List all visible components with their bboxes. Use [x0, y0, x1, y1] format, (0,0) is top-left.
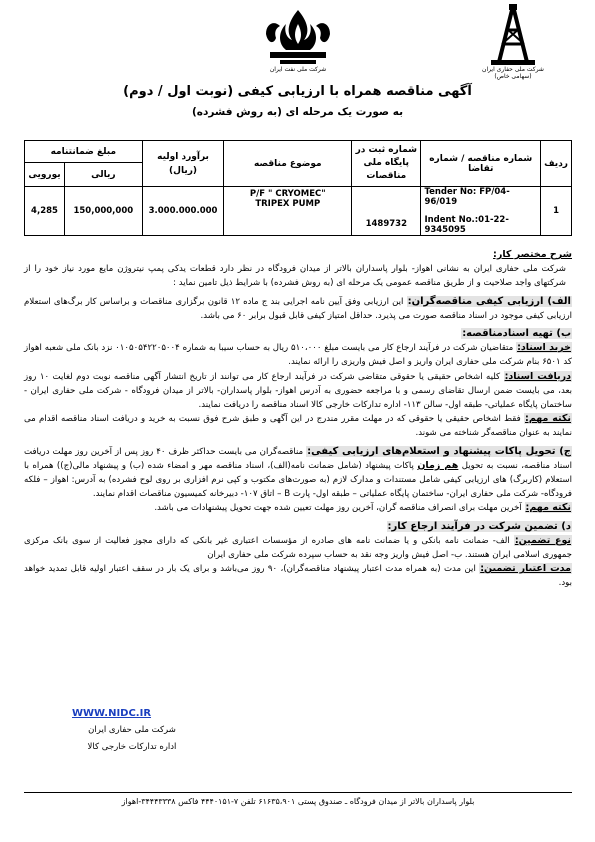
- je-heading: ج) تحویل پاکات پیشنهاد و استعلام‌های ارزیابی کیفی:: [307, 445, 571, 457]
- cell-row-index: 1: [541, 187, 572, 236]
- nidc-logo: [458, 4, 568, 80]
- notice-subtitle: به صورت یک مرحله ای (به روش فشرده): [191, 106, 404, 118]
- header-tender-number: شماره مناقصه / شماره تقاضا: [421, 141, 541, 187]
- receive-label: دریافت اسناد:: [504, 370, 572, 382]
- header-subject: موضوع مناقصه: [224, 141, 352, 187]
- purchase-label: خرید اسناد:: [517, 342, 571, 354]
- purchase-text: متقاضیان شرکت در فرآیند ارجاع کار می بایست مبلغ ۵۱۰،۰۰۰ ریال به حساب سیبا به شماره ۰۱۰۵۰۵۴۲۲۰۵۰۰۴ نزد بانک ملی شعبه اهواز کد ۶۵۰۱ بنام شرکت ملی حفاری ایران واریز و اصل فیش واریزی را ارائه نمایند.: [24, 343, 572, 368]
- table-row: [25, 187, 572, 236]
- tender-no: Tender No: FP/04-96/019: [424, 187, 510, 207]
- brief-heading: شرح مختصر کار:: [493, 249, 572, 260]
- brief-text: شرکت ملی حفاری ایران به نشانی اهواز- بلوار پاسداران بالاتر از میدان فرودگاه در نظر دارد قطعات یدکی پمپ نیتروژن مایع مورد نیاز خود را از شرکتهای واجد صلاحیت و از طریق مناقصه عمومی یک مرحله ای (به روش فشرده) با شرایط ذیل تامین نماید :: [24, 264, 566, 289]
- tender-table: [24, 140, 572, 236]
- validity-label: مدت اعتبار تضمین:: [480, 563, 572, 575]
- validity-text: این مدت (به همراه مدت اعتبار پیشنهاد مناقصه‌گران)، ۹۰ روز می‌باشد و برای یک بار در سقف اعتبار اولیه قابل تمدید خواهد بود.: [24, 564, 572, 589]
- subject-line-1: P/F " CRYOMEC": [249, 189, 326, 199]
- website-link[interactable]: WWW.NIDC.IR: [72, 708, 152, 719]
- footer-company: شرکت ملی حفاری ایران: [88, 725, 176, 735]
- drilling-rig-logo-icon: [483, 4, 543, 66]
- cell-subject: [224, 187, 352, 236]
- footer-address: بلوار پاسداران بالاتر از میدان فرودگاه ـ صندوق پستی ۶۱۶۳۵،۹۰۱ تلفن ۷-۴۴۴۰۱۵۱ فاکس ۳۴۴۴۳۳۳۸-اهواز: [121, 797, 475, 806]
- cell-guarantee-euro: 4,285: [25, 187, 65, 236]
- cell-estimate: 3.000.000.000: [142, 187, 224, 236]
- nioc-logo: [250, 4, 346, 73]
- dal-heading: د) تضمین شرکت در فرآیند ارجاع کار:: [387, 520, 571, 532]
- alef-text: این ارزیابی وفق آیین نامه اجرایی بند ج ماده ۱۲ قانون برگزاری مناقصات و براساس کار برگ‌های استعلام ارزیابی کیفی موجود در اسناد مناقصه صورت می پذیرد. حداقل امتیاز کیفی قابل قبول برابر ۶۰ می باشد.: [24, 296, 572, 321]
- header-row-index: ردیف: [541, 141, 572, 187]
- be-heading: ب) تهیه اسنادمناقصه:: [462, 328, 571, 340]
- indent-no: Indent No.:01-22-9345095: [424, 215, 509, 235]
- receive-text: کلیه اشخاص حقیقی یا حقوقی متقاضی شرکت در فرآیند ارجاع کار می توانند از تاریخ انتشار آگهی مناقصه نوبت دوم لغایت ۱۰ روز بعد، می بایست ضمن ارسال تقاضای رسمی و با مراجعه حضوری به آدرس اهواز- بلوار پاسداران- بالاتر از میدان فرودگاه - شرکت ملی حفاری ایران - ساختمان پایگاه عملیاتی- طبقه اول- سالن ۱۱۳- اداره تدارکات خارجی کالا اسناد مناقصه را دریافت نمایند.: [24, 371, 572, 411]
- header-guarantee-rial: ریالی: [65, 163, 143, 187]
- cell-guarantee-rial: 150,000,000: [65, 187, 143, 236]
- je-bold: هم زمان: [417, 459, 459, 471]
- footer-divider: [24, 792, 572, 793]
- header-registration: شماره ثبت در پایگاه ملی مناقصات: [352, 141, 421, 187]
- nioc-flame-logo-icon: [256, 4, 340, 66]
- nidc-name: شرکت ملی حفاری ایران: [482, 66, 544, 73]
- subject-line-2: TRIPEX PUMP: [255, 199, 321, 209]
- type-text: الف- ضمانت نامه بانکی و یا ضمانت نامه های صادره از مؤسسات اعتباری غیر بانکی که دارای مجوز فعالیت از سوی بانک مرکزی جمهوری اسلامی ایران هستند. ب- اصل فیش واریز وجه نقد به حساب سپرده شرکت ملی حفاری ایران: [24, 535, 572, 561]
- note2-label: نکته مهم:: [525, 502, 571, 514]
- cell-registration: 1489732: [352, 187, 421, 236]
- cell-tender-number: [421, 187, 541, 236]
- notice-title: آگهی مناقصه همراه با ارزیابی کیفی (نوبت اول / دوم): [123, 84, 472, 99]
- header-estimate: برآورد اولیه (ریال): [142, 141, 224, 187]
- header-guarantee-euro: یورویی: [25, 163, 65, 187]
- note1-text: فقط اشخاص حقیقی یا حقوقی که در مهلت مقرر مندرج در این آگهی و طبق شرح فوق نسبت به خرید و دریافت اسناد مناقصه اقدام می نمایند به عنوان مناقصه‌گر شناخته می شوند.: [24, 414, 572, 439]
- nioc-name: شرکت ملی نفت ایران: [269, 66, 327, 73]
- je-text-1: مناقصه‌گران می بایست حداکثر ظرف ۴۰ روز پس از آخرین روز مهلت دریافت اسناد مناقصه، نسبت به تحویل: [24, 446, 573, 471]
- note2-text: آخرین مهلت برای انصراف مناقصه گران، آخرین روز مهلت تعیین شده جهت تحویل پیشنهادات می باشد.: [154, 503, 522, 514]
- note1-label: نکته مهم:: [525, 413, 571, 425]
- type-label: نوع تضمین:: [514, 534, 571, 546]
- alef-heading: الف) ارزیابی کیفی مناقصه‌گران:: [407, 295, 571, 307]
- nidc-sub: (سهامی خاص): [494, 73, 532, 80]
- header-guarantee: مبلغ ضمانتنامه: [25, 141, 143, 163]
- notice-body: [24, 248, 572, 591]
- je-text-2: پاکات پیشنهاد (شامل ضمانت نامه(الف)، اسناد مناقصه مهر و امضاء شده (ب) و پیشنهاد مالی(ج)) همراه با استعلام (کاربرگ) های ارزیابی کیفی شامل مستندات و مدارک لازم (به صورت‌های مکتوب و کپی نرم افزاری بر روی لوح فشرده) به آدرس: اهواز – فلکه فرودگاه- شرکت ملی حفاری ایران- ساختمان پایگاه عملیاتی – طبقه اول- پارت B – اتاق ۱۰۷- دبیرخانه کمیسیون مناقصات اقدام نمایند.: [24, 460, 572, 500]
- footer-department: اداره تدارکات خارجی کالا: [87, 742, 177, 752]
